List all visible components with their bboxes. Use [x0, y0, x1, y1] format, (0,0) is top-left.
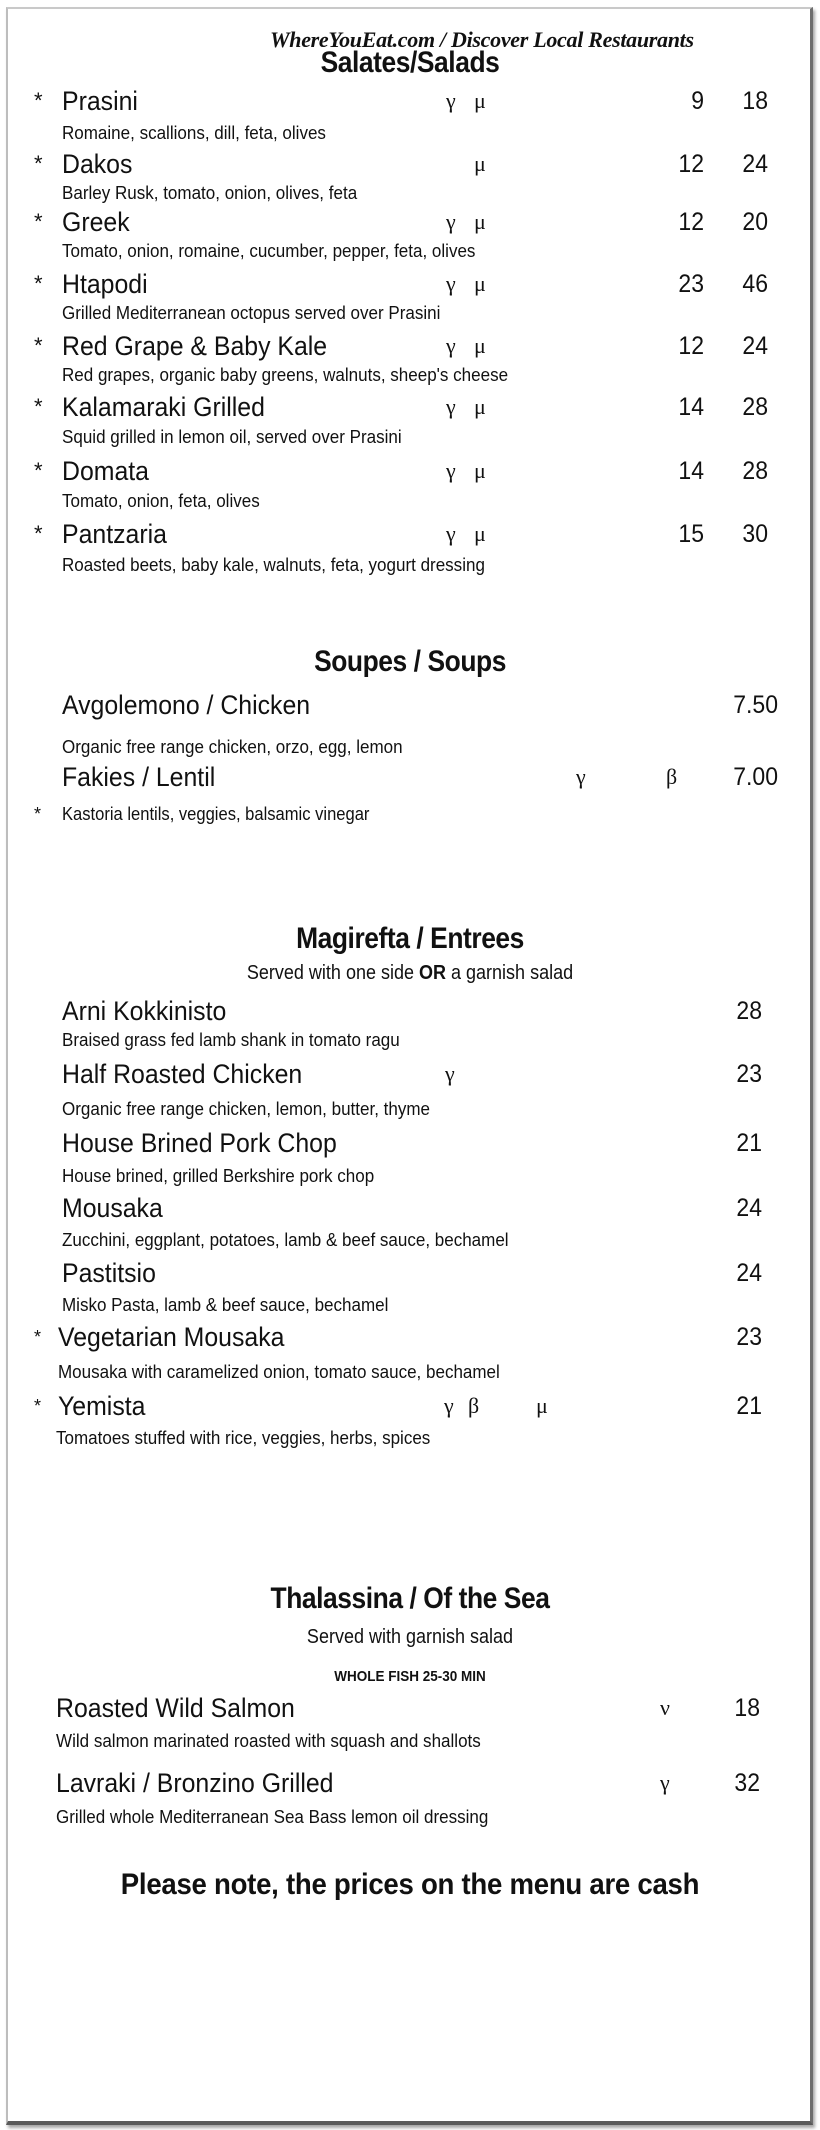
mu-icon: μ [474, 151, 486, 176]
price: 24 [736, 1194, 762, 1222]
menu-item-pantzaria [0, 519, 820, 549]
mu-icon: μ [474, 333, 486, 358]
vegetarian-star-icon: * [34, 88, 43, 113]
item-description: Zucchini, eggplant, potatoes, lamb & beef sauce, bechamel [62, 1229, 509, 1250]
price: 7.50 [733, 691, 778, 719]
price-small: 15 [678, 520, 704, 548]
vegetarian-star-icon: * [34, 458, 43, 483]
item-name: Arni Kokkinisto [62, 996, 227, 1026]
gamma-icon: γ [446, 458, 456, 483]
menu-item-vegetarian-mousaka [0, 1322, 820, 1352]
item-name: House Brined Pork Chop [62, 1128, 337, 1158]
gamma-icon: γ [445, 1061, 455, 1086]
vegetarian-star-icon: * [34, 394, 43, 419]
item-description: Mousaka with caramelized onion, tomato sauce, bechamel [58, 1361, 500, 1382]
menu-item-red-grape-baby-kale [0, 331, 820, 361]
price: 21 [736, 1129, 762, 1157]
item-description: Tomato, onion, romaine, cucumber, pepper, feta, olives [62, 240, 476, 261]
price-small: 12 [678, 150, 704, 178]
gamma-icon: γ [446, 394, 456, 419]
vegetarian-star-icon: * [34, 271, 43, 296]
menu-item-fakies-lentil [0, 762, 820, 792]
item-name: Pastitsio [62, 1258, 156, 1288]
section-title-soups: Soupes / Soups [314, 645, 506, 678]
item-name: Pantzaria [62, 519, 167, 549]
item-name: Vegetarian Mousaka [58, 1322, 285, 1352]
section-title-entrees: Magirefta / Entrees [296, 922, 524, 955]
mu-icon: μ [536, 1393, 548, 1418]
beta-icon: β [468, 1393, 480, 1418]
vegetarian-star-icon: * [34, 209, 43, 234]
section-title-sea: Thalassina / Of the Sea [270, 1582, 550, 1615]
item-description: Barley Rusk, tomato, onion, olives, feta [62, 182, 358, 203]
item-name: Red Grape & Baby Kale [62, 331, 328, 361]
price-large: 28 [742, 393, 768, 421]
item-description: Tomatoes stuffed with rice, veggies, herbs, spices [56, 1427, 431, 1448]
menu-item-roasted-wild-salmon [0, 1693, 820, 1723]
vegetarian-star-icon: * [34, 521, 43, 546]
price: 24 [736, 1259, 762, 1287]
item-description: Grilled Mediterranean octopus served over Prasini [62, 302, 441, 323]
price: 28 [736, 997, 762, 1025]
price-large: 18 [742, 87, 768, 115]
section-title-salads: Salates/Salads [320, 46, 500, 79]
item-name: Prasini [62, 86, 138, 116]
menu-item-lavraki-bronzino [0, 1768, 820, 1798]
mu-icon: μ [474, 458, 486, 483]
item-description: Squid grilled in lemon oil, served over Prasini [62, 426, 402, 447]
price-small: 12 [678, 332, 704, 360]
price-large: 30 [742, 520, 768, 548]
menu-item-yemista [0, 1391, 820, 1421]
price: 23 [736, 1060, 762, 1088]
section-subtitle-sea: Served with garnish salad [306, 1626, 514, 1648]
price-small: 23 [678, 270, 704, 298]
vegetarian-star-icon: * [34, 333, 43, 358]
item-description: Braised grass fed lamb shank in tomato ragu [62, 1029, 400, 1050]
subtitle-text: Served with one side [246, 962, 420, 984]
vegetarian-star-icon: * [34, 151, 43, 176]
section-subtitle-entrees [41, 962, 779, 985]
vegetarian-star-icon: * [34, 1396, 42, 1416]
menu-item-arni-kokkinisto [0, 996, 820, 1026]
price-small: 14 [678, 457, 704, 485]
price-large: 20 [742, 208, 768, 236]
nu-icon: ν [660, 1695, 670, 1720]
cash-price-note: Please note, the prices on the menu are cash [120, 1868, 700, 1901]
menu-item-pastitsio [0, 1258, 820, 1288]
whole-fish-note: WHOLE FISH 25-30 MIN [334, 1668, 486, 1685]
item-description: Organic free range chicken, lemon, butter, thyme [62, 1098, 431, 1119]
item-name: Dakos [62, 149, 133, 179]
price: 32 [734, 1769, 760, 1797]
item-name: Half Roasted Chicken [62, 1059, 303, 1089]
gamma-icon: γ [446, 521, 456, 546]
gamma-icon: γ [446, 88, 456, 113]
beta-icon: β [666, 764, 678, 789]
price-large: 28 [742, 457, 768, 485]
item-name: Kalamaraki Grilled [62, 392, 265, 422]
item-description: Red grapes, organic baby greens, walnuts, sheep's cheese [62, 364, 509, 385]
price: 7.00 [733, 763, 778, 791]
item-name: Greek [62, 207, 130, 237]
menu-item-dakos [0, 149, 820, 179]
menu-item-greek [0, 207, 820, 237]
menu-item-mousaka [0, 1193, 820, 1223]
price: 21 [736, 1392, 762, 1420]
price: 18 [734, 1694, 760, 1722]
gamma-icon: γ [446, 333, 456, 358]
mu-icon: μ [474, 209, 486, 234]
price: 23 [736, 1323, 762, 1351]
menu-item-domata [0, 456, 820, 486]
subtitle-text: a garnish salad [446, 962, 574, 984]
menu-item-half-roasted-chicken [0, 1059, 820, 1089]
vegetarian-star-icon: * [34, 804, 42, 824]
item-name: Domata [62, 456, 149, 486]
subtitle-emphasis: OR [419, 962, 447, 984]
gamma-icon: γ [660, 1770, 670, 1795]
menu-item-kalamaraki-grilled [0, 392, 820, 422]
mu-icon: μ [474, 88, 486, 113]
item-description: Grilled whole Mediterranean Sea Bass lemon oil dressing [56, 1806, 489, 1827]
item-name: Avgolemono / Chicken [62, 690, 311, 720]
price-small: 14 [678, 393, 704, 421]
mu-icon: μ [474, 271, 486, 296]
item-description: Organic free range chicken, orzo, egg, lemon [62, 736, 403, 757]
gamma-icon: γ [446, 271, 456, 296]
menu-item-avgolemono [0, 690, 820, 720]
gamma-icon: γ [446, 209, 456, 234]
item-name: Roasted Wild Salmon [56, 1693, 295, 1723]
item-description: Wild salmon marinated roasted with squash and shallots [56, 1730, 481, 1751]
watermark: WhereYouEat.com / Discover Local Restaurants [270, 27, 694, 52]
price-small: 9 [691, 87, 704, 115]
item-description: Romaine, scallions, dill, feta, olives [62, 122, 326, 143]
price-large: 24 [742, 150, 768, 178]
item-description: Kastoria lentils, veggies, balsamic vinegar [62, 804, 370, 824]
mu-icon: μ [474, 394, 486, 419]
item-description: Tomato, onion, feta, olives [62, 490, 260, 511]
menu-item-house-brined-pork-chop [0, 1128, 820, 1158]
item-name: Fakies / Lentil [62, 762, 216, 792]
price-large: 24 [742, 332, 768, 360]
item-description: House brined, grilled Berkshire pork chop [62, 1165, 375, 1186]
mu-icon: μ [474, 521, 486, 546]
item-name: Mousaka [62, 1193, 163, 1223]
gamma-icon: γ [576, 764, 586, 789]
item-name: Yemista [58, 1391, 146, 1421]
price-small: 12 [678, 208, 704, 236]
gamma-icon: γ [444, 1393, 454, 1418]
price-large: 46 [742, 270, 768, 298]
menu-item-htapodi [0, 269, 820, 299]
item-description: Misko Pasta, lamb & beef sauce, bechamel [62, 1294, 389, 1315]
menu-item-fakies-description-row [0, 802, 820, 826]
menu-item-prasini [0, 86, 820, 116]
item-name: Lavraki / Bronzino Grilled [56, 1768, 334, 1798]
item-description: Roasted beets, baby kale, walnuts, feta, yogurt dressing [62, 554, 485, 575]
vegetarian-star-icon: * [34, 1327, 42, 1347]
item-name: Htapodi [62, 269, 148, 299]
